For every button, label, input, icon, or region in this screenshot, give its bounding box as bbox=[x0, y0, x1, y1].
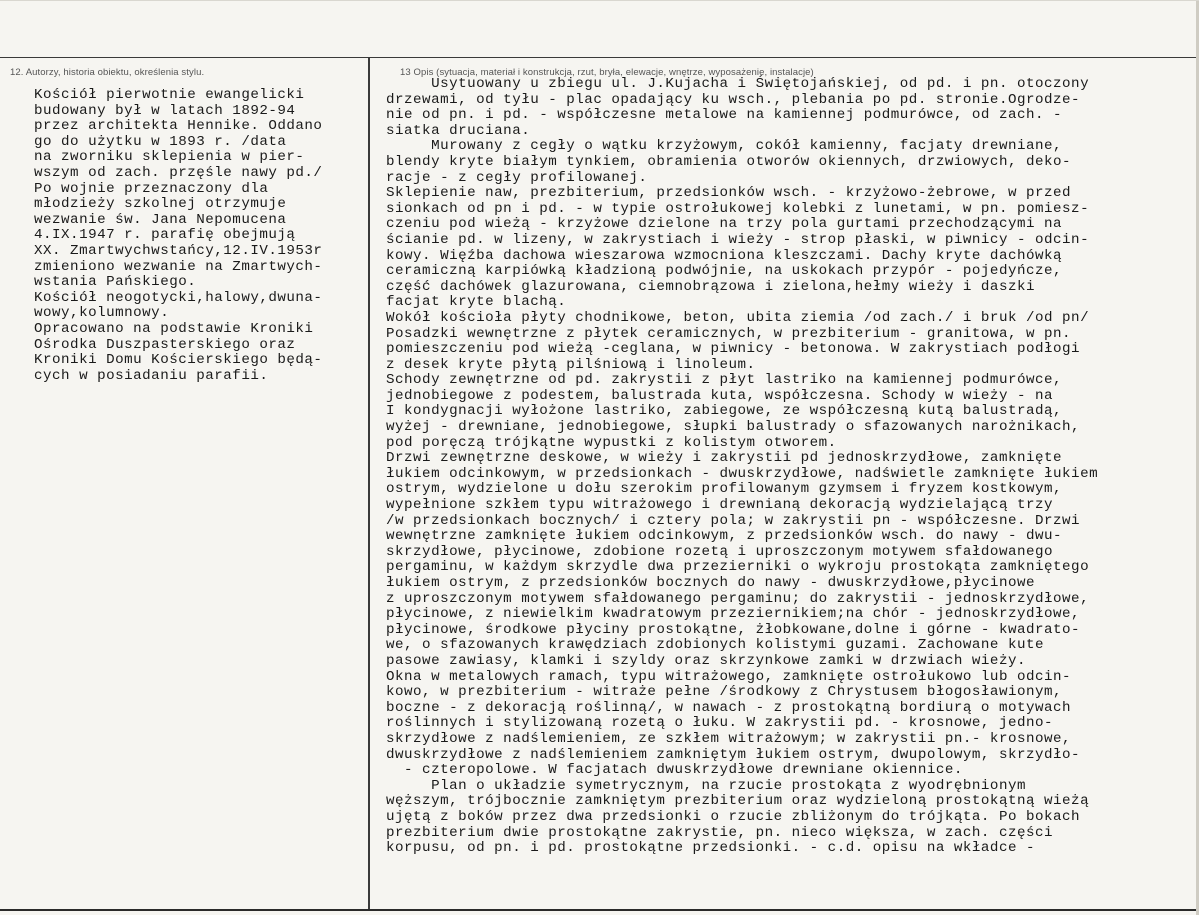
text-line: Ośrodka Duszpasterskiego oraz bbox=[34, 336, 296, 353]
text-line: cych w posiadaniu parafii. bbox=[34, 367, 269, 384]
text-line: płycinowe, z niewielkim kwadratowym przeziernikiem;na chór - jednoskrzydłowe, bbox=[386, 606, 1081, 623]
text-line: nie od pn. i pd. - współczesne metalowe na kamiennej podmurówce, od zach. - bbox=[386, 107, 1063, 124]
text-line: pod poręczą trójkątne wypustki z kolistym otworem. bbox=[386, 434, 837, 451]
text-line: we, o sfazowanych krawędziach zdobionych kolistymi guzami. Zachowane kute bbox=[386, 637, 1045, 654]
text-line: dwuskrzydłowe z nadślemieniem zamkniętym łukiem ostrym, dwupolowym, skrzydło- bbox=[386, 746, 1081, 763]
text-line: Opracowano na podstawie Kroniki bbox=[34, 320, 314, 337]
text-line: przez architekta Hennike. Oddano bbox=[34, 118, 323, 135]
text-line: łukiem odcinkowym, w przedsionkach - dwuskrzydłowe, nadświetle zamknięte łukiem bbox=[386, 465, 1099, 482]
text-line: węższym, trójbocznie zamkniętym prezbiterium oraz wydzieloną prostokątną wieżą bbox=[386, 793, 1090, 810]
text-line: wyżej - drewniane, jednobiegowe, słupki balustrady o sfazowanych narożnikach, bbox=[386, 419, 1081, 436]
column-divider bbox=[368, 58, 370, 911]
text-line: XX. Zmartwychwstańcy,12.IV.1953r bbox=[34, 242, 323, 259]
description-text-block bbox=[386, 77, 1098, 857]
section-13-header: 13 Opis (sytuacja, materiał i konstrukcja, rzut, bryła, elewacje, wnętrze, wyposażenie, instalacje) bbox=[400, 67, 814, 78]
text-line: facjat kryte blachą. bbox=[386, 294, 567, 311]
text-line: ujętą z boków przez dwa przedsionki o rzucie zbliżonym do trójkąta. Po bokach bbox=[386, 808, 1081, 825]
text-line: 4.IX.1947 r. parafię obejmują bbox=[34, 227, 296, 244]
text-line: wowy,kolumnowy. bbox=[34, 305, 170, 322]
text-line: Sklepienie naw, prezbiterium, przedsionków wsch. - krzyżowo-żebrowe, w przed bbox=[386, 185, 1072, 202]
history-text-block bbox=[34, 88, 322, 384]
text-line: ceramiczną karpiówką kładzioną podwójnie, na uskokach przypór - pojedyńcze, bbox=[386, 263, 1063, 280]
text-line: Wokół kościoła płyty chodnikowe, beton, ubita ziemia /od zach./ i bruk /od pn/ bbox=[386, 309, 1090, 326]
text-line: skrzydłowe, płycinowe, zdobione rozetą i uproszczonym motywem sfałdowanego bbox=[386, 543, 1054, 560]
text-line: Usytuowany u zbiegu ul. J.Kujacha i Świętojańskiej, od pd. i pn. otoczony bbox=[386, 76, 1090, 92]
text-line: drzewami, od tyłu - plac opadający ku wsch., plebania po pd. stronie.Ogrodze- bbox=[386, 91, 1081, 108]
text-line: Po wojnie przeznaczony dla bbox=[34, 180, 269, 197]
text-line: roślinnych i stylizowaną rozetą o łuku. W zakrystii pd. - krosnowe, jedno- bbox=[386, 715, 1054, 732]
text-line: Plan o układzie symetrycznym, na rzucie prostokąta z wyodrębnionym bbox=[386, 777, 1026, 794]
text-line: sionkach od pn i pd. - w typie ostrołukowej kolebki z lunetami, w pn. pomiesz- bbox=[386, 200, 1090, 217]
text-line: prezbiterium dwie prostokątne zakrystie, pn. nieco większa, w zach. części bbox=[386, 824, 1054, 841]
text-line: łukiem ostrym, z przedsionków bocznych do nawy - dwuskrzydłowe,płycinowe bbox=[386, 575, 1035, 591]
text-line: boczne - z dekoracją roślinną/, w nawach - z prostokątną bordiurą o motywach bbox=[386, 699, 1072, 716]
text-line: wstania Pańskiego. bbox=[34, 274, 197, 291]
text-line: płycinowe, środkowe płyciny prostokątne, żłobkowane,dolne i górne - kwadrato- bbox=[386, 621, 1081, 638]
text-line: część dachówek glazurowana, ciemnobrązowa i zielona,hełmy wieży i daszki bbox=[386, 278, 1035, 295]
text-line: wewnętrzne zamknięte łukiem odcinkowym, z przedsionków wsch. do nawy - dwu- bbox=[386, 528, 1063, 545]
text-line: blendy kryte białym tynkiem, obramienia otworów okiennych, drzwiowych, deko- bbox=[386, 153, 1072, 170]
text-line: I kondygnacji wyłożone lastriko, zabiegowe, ze współczesną kutą balustradą, bbox=[386, 403, 1063, 420]
text-line: wezwanie św. Jana Nepomucena bbox=[34, 211, 287, 228]
text-line: zmieniono wezwanie na Zmartwych- bbox=[34, 258, 323, 275]
text-line: pergaminu, w każdym skrzydle dwa przezierniki o wykroju prostokąta zamkniętego bbox=[386, 559, 1090, 576]
text-line: Drzwi zewnętrzne deskowe, w wieży i zakrystii pd jednoskrzydłowe, zamknięte bbox=[386, 450, 1063, 467]
text-line: Posadzki wewnętrzne z płytek ceramicznych, w prezbiterium - granitowa, w pn. bbox=[386, 325, 1072, 342]
text-line: racje - z cegły profilowanej. bbox=[386, 169, 648, 186]
top-rule bbox=[0, 57, 1199, 58]
text-line: kowy. Więźba dachowa wieszarowa wzmocniona kleszczami. Dachy kryte dachówką bbox=[386, 247, 1063, 264]
text-line: ostrym, wydzielone u dołu szerokim profilowanym gzymsem i fryzem kostkowym, bbox=[386, 481, 1063, 498]
text-line: pomieszczeniu pod wieżą -ceglana, w piwnicy - betonowa. W zakrystiach podłogi bbox=[386, 341, 1081, 358]
text-line: go do użytku w 1893 r. /data bbox=[34, 133, 287, 150]
text-line: Kościół neogotycki,halowy,dwuna- bbox=[34, 289, 323, 306]
text-line: wypełnione szkłem typu witrażowego i drewnianą dekoracją wydzielającą trzy bbox=[386, 497, 1054, 514]
text-line: skrzydłowe z nadślemieniem, ze szkłem witrażowym; w zakrystii pn.- krosnowe, bbox=[386, 730, 1072, 747]
text-line: Murowany z cegły o wątku krzyżowym, cokół kamienny, facjaty drewniane, bbox=[386, 138, 1063, 155]
text-line: korpusu, od pn. i pd. prostokątne przedsionki. - c.d. opisu na wkładce - bbox=[386, 840, 1035, 857]
text-line: Kościół pierwotnie ewangelicki bbox=[34, 87, 305, 103]
text-line: siatka druciana. bbox=[386, 122, 531, 139]
text-line: z desek kryte płytą pilśniową i linoleum. bbox=[386, 356, 756, 373]
text-line: Kroniki Domu Kościerskiego będą- bbox=[34, 352, 323, 369]
text-line: /w przedsionkach bocznych/ i cztery pola; w zakrystii pn - współczesne. Drzwi bbox=[386, 512, 1081, 529]
bottom-rule bbox=[0, 909, 1199, 911]
text-line: czeniu pod wieżą - krzyżowe dzielone na trzy pola gurtami przechodzącymi na bbox=[386, 216, 1063, 233]
text-line: ścianie pd. w lizeny, w zakrystiach i wieży - strop płaski, w piwnicy - odcin- bbox=[386, 231, 1090, 248]
text-line: wszym od zach. przęśle nawy pd./ bbox=[34, 164, 323, 181]
text-line: Okna w metalowych ramach, typu witrażowego, zamknięte ostrołukowo lub odcin- bbox=[386, 668, 1072, 685]
text-line: na zworniku sklepienia w pier- bbox=[34, 149, 305, 166]
text-line: budowany był w latach 1892-94 bbox=[34, 102, 296, 119]
text-line: kowo, w prezbiterium - witraże pełne /środkowy z Chrystusem błogosławionym, bbox=[386, 684, 1063, 701]
text-line: z uproszczonym motywem sfałdowanego pergaminu; do zakrystii - jednoskrzydłowe, bbox=[386, 590, 1090, 607]
text-line: - czteropolowe. W facjatach dwuskrzydłowe drewniane okiennice. bbox=[386, 762, 963, 779]
section-12-header: 12. Autorzy, historia obiektu, określenia stylu. bbox=[10, 67, 205, 78]
text-line: Schody zewnętrzne od pd. zakrystii z płyt lastriko na kamiennej podmurówce, bbox=[386, 372, 1063, 389]
text-line: jednobiegowe z podestem, balustrada kuta, współczesna. Schody w wieży - na bbox=[386, 387, 1054, 404]
text-line: młodzieży szkolnej otrzymuje bbox=[34, 196, 287, 213]
text-line: pasowe zawiasy, klamki i szyldy oraz skrzynkowe zamki w drzwiach wieży. bbox=[386, 652, 1026, 669]
